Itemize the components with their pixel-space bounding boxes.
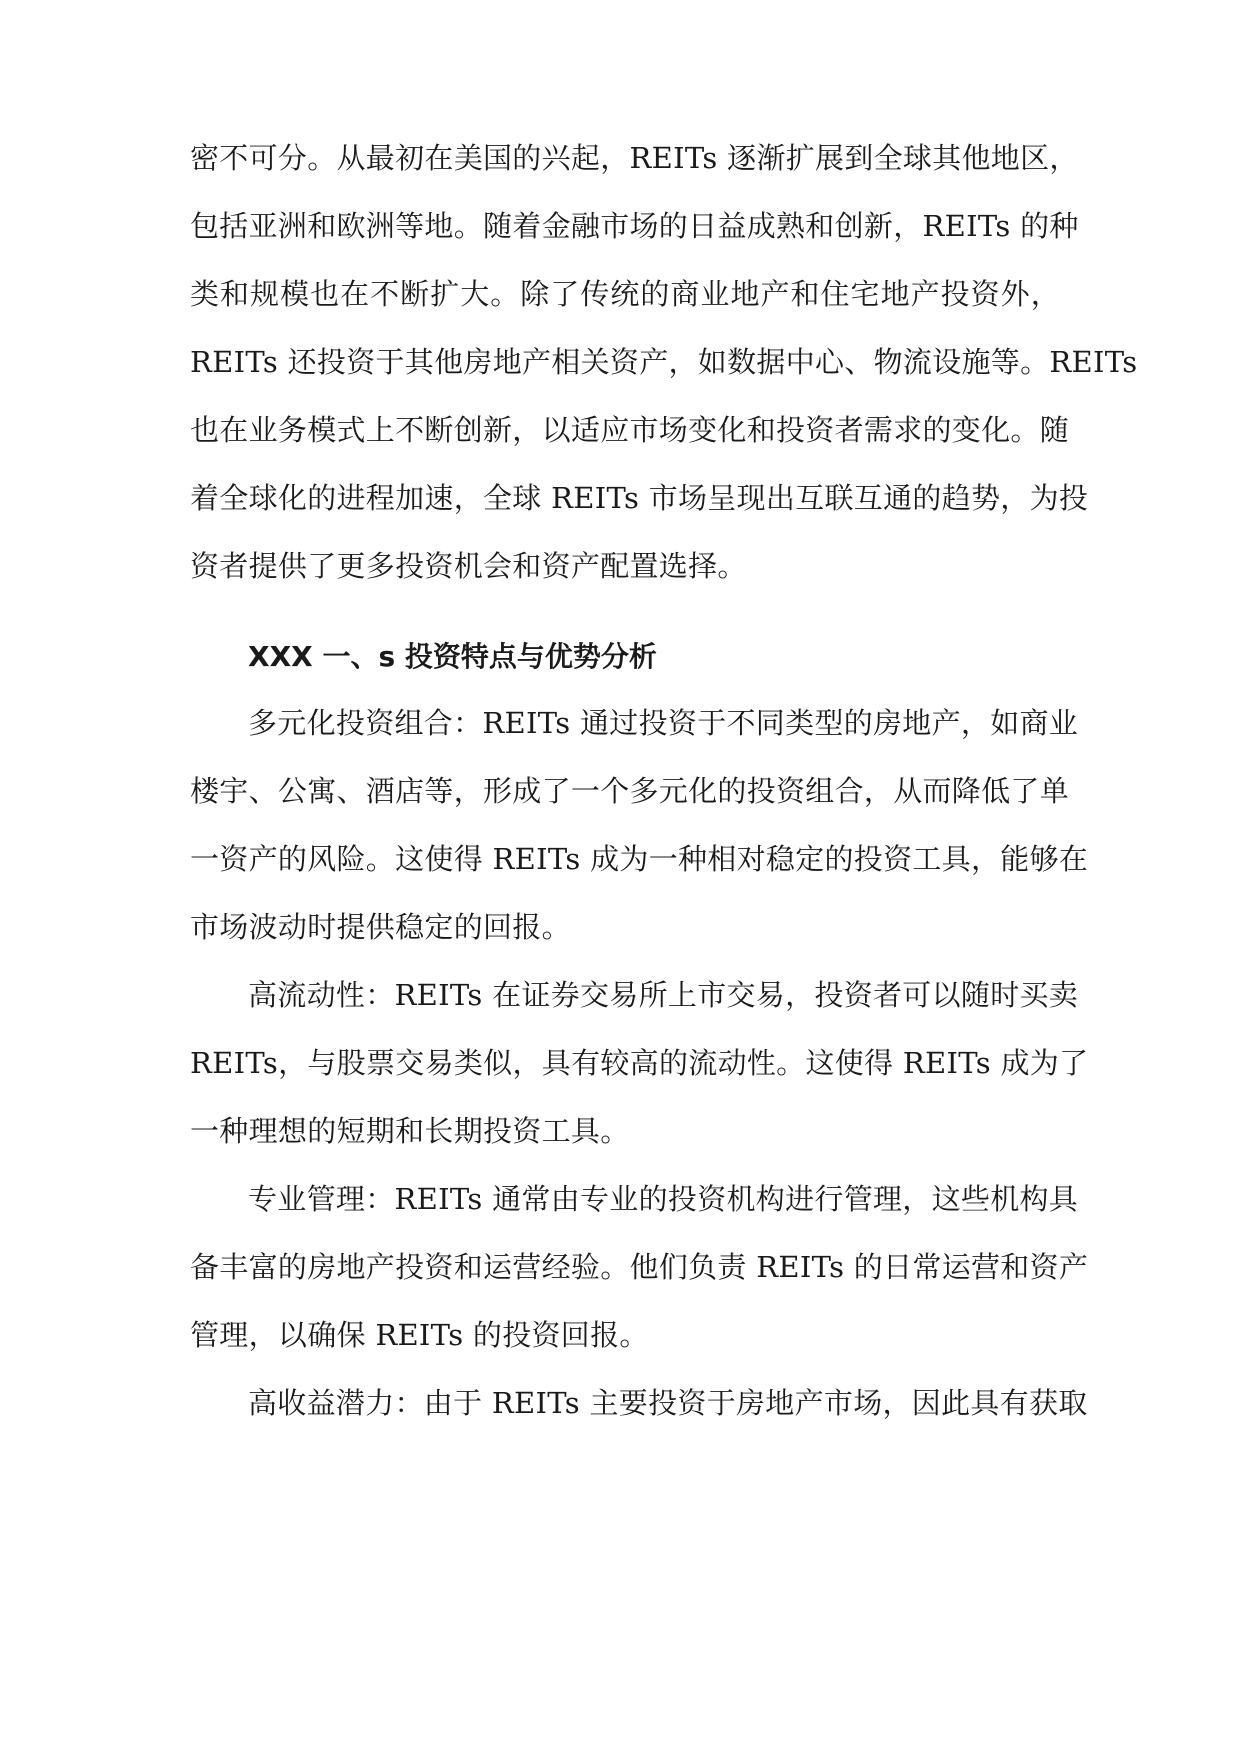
paragraph-line: 类和规模也在不断扩大。除了传统的商业地产和住宅地产投资外， (190, 277, 1060, 311)
paragraph-line: 高流动性：REITs 在证券交易所上市交易，投资者可以随时买卖 (248, 978, 1079, 1012)
paragraph-line: 楼宇、公寓、酒店等，形成了一个多元化的投资组合，从而降低了单 (190, 774, 1070, 808)
paragraph-line: 也在业务模式上不断创新，以适应市场变化和投资者需求的变化。随 (190, 413, 1070, 447)
paragraph-line: 管理，以确保 REITs 的投资回报。 (190, 1318, 649, 1352)
paragraph-line: REITs，与股票交易类似，具有较高的流动性。这使得 REITs 成为了 (190, 1046, 1089, 1080)
paragraph-line: 一种理想的短期和长期投资工具。 (190, 1114, 630, 1148)
paragraph-line: 着全球化的进程加速，全球 REITs 市场呈现出互联互通的趋势，为投 (190, 481, 1089, 515)
section-heading: XXX 一、s 投资特点与优势分析 (248, 640, 657, 673)
paragraph-line: 一资产的风险。这使得 REITs 成为一种相对稳定的投资工具，能够在 (190, 842, 1089, 876)
paragraph-line: 资者提供了更多投资机会和资产配置选择。 (190, 549, 747, 583)
paragraph-line: 备丰富的房地产投资和运营经验。他们负责 REITs 的日常运营和资产 (190, 1250, 1089, 1284)
paragraph-line: 高收益潜力：由于 REITs 主要投资于房地产市场，因此具有获取 (248, 1386, 1088, 1420)
paragraph-line: 密不可分。从最初在美国的兴起，REITs 逐渐扩展到全球其他地区， (190, 141, 1079, 175)
paragraph-line: REITs 还投资于其他房地产相关资产，如数据中心、物流设施等。REITs (190, 345, 1138, 379)
paragraph-line: 专业管理：REITs 通常由专业的投资机构进行管理，这些机构具 (248, 1182, 1079, 1216)
paragraph-line: 市场波动时提供稳定的回报。 (190, 910, 571, 944)
paragraph-line: 多元化投资组合：REITs 通过投资于不同类型的房地产，如商业 (248, 706, 1079, 740)
paragraph-line: 包括亚洲和欧洲等地。随着金融市场的日益成熟和创新，REITs 的种 (190, 209, 1079, 243)
